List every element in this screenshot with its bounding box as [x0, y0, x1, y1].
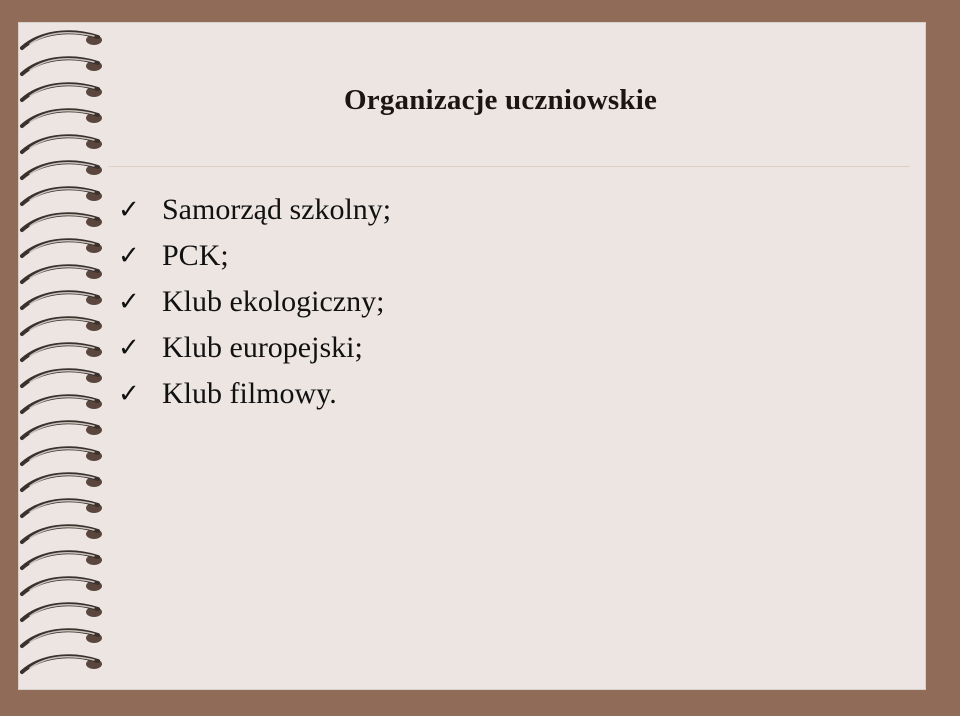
checkmark-icon: ✓ [118, 195, 140, 225]
list-item [118, 280, 391, 326]
checkmark-icon: ✓ [118, 287, 140, 317]
list-item [118, 372, 391, 418]
list-item-text: Klub filmowy. [162, 377, 337, 410]
bullet-list [118, 188, 391, 418]
list-item [118, 188, 391, 234]
list-item-text: Samorząd szkolny; [162, 193, 392, 226]
title-divider [108, 166, 910, 167]
page-title: Organizacje uczniowskie [344, 84, 658, 116]
list-item [118, 326, 391, 372]
list-item-text: PCK; [162, 239, 229, 272]
list-item-text: Klub ekologiczny; [162, 285, 385, 318]
list-item-text: Klub europejski; [162, 331, 363, 364]
checkmark-icon: ✓ [118, 379, 140, 409]
checkmark-icon: ✓ [118, 241, 140, 271]
checkmark-icon: ✓ [118, 333, 140, 363]
list-item [118, 234, 391, 280]
spiral-binding-icon [0, 0, 120, 716]
